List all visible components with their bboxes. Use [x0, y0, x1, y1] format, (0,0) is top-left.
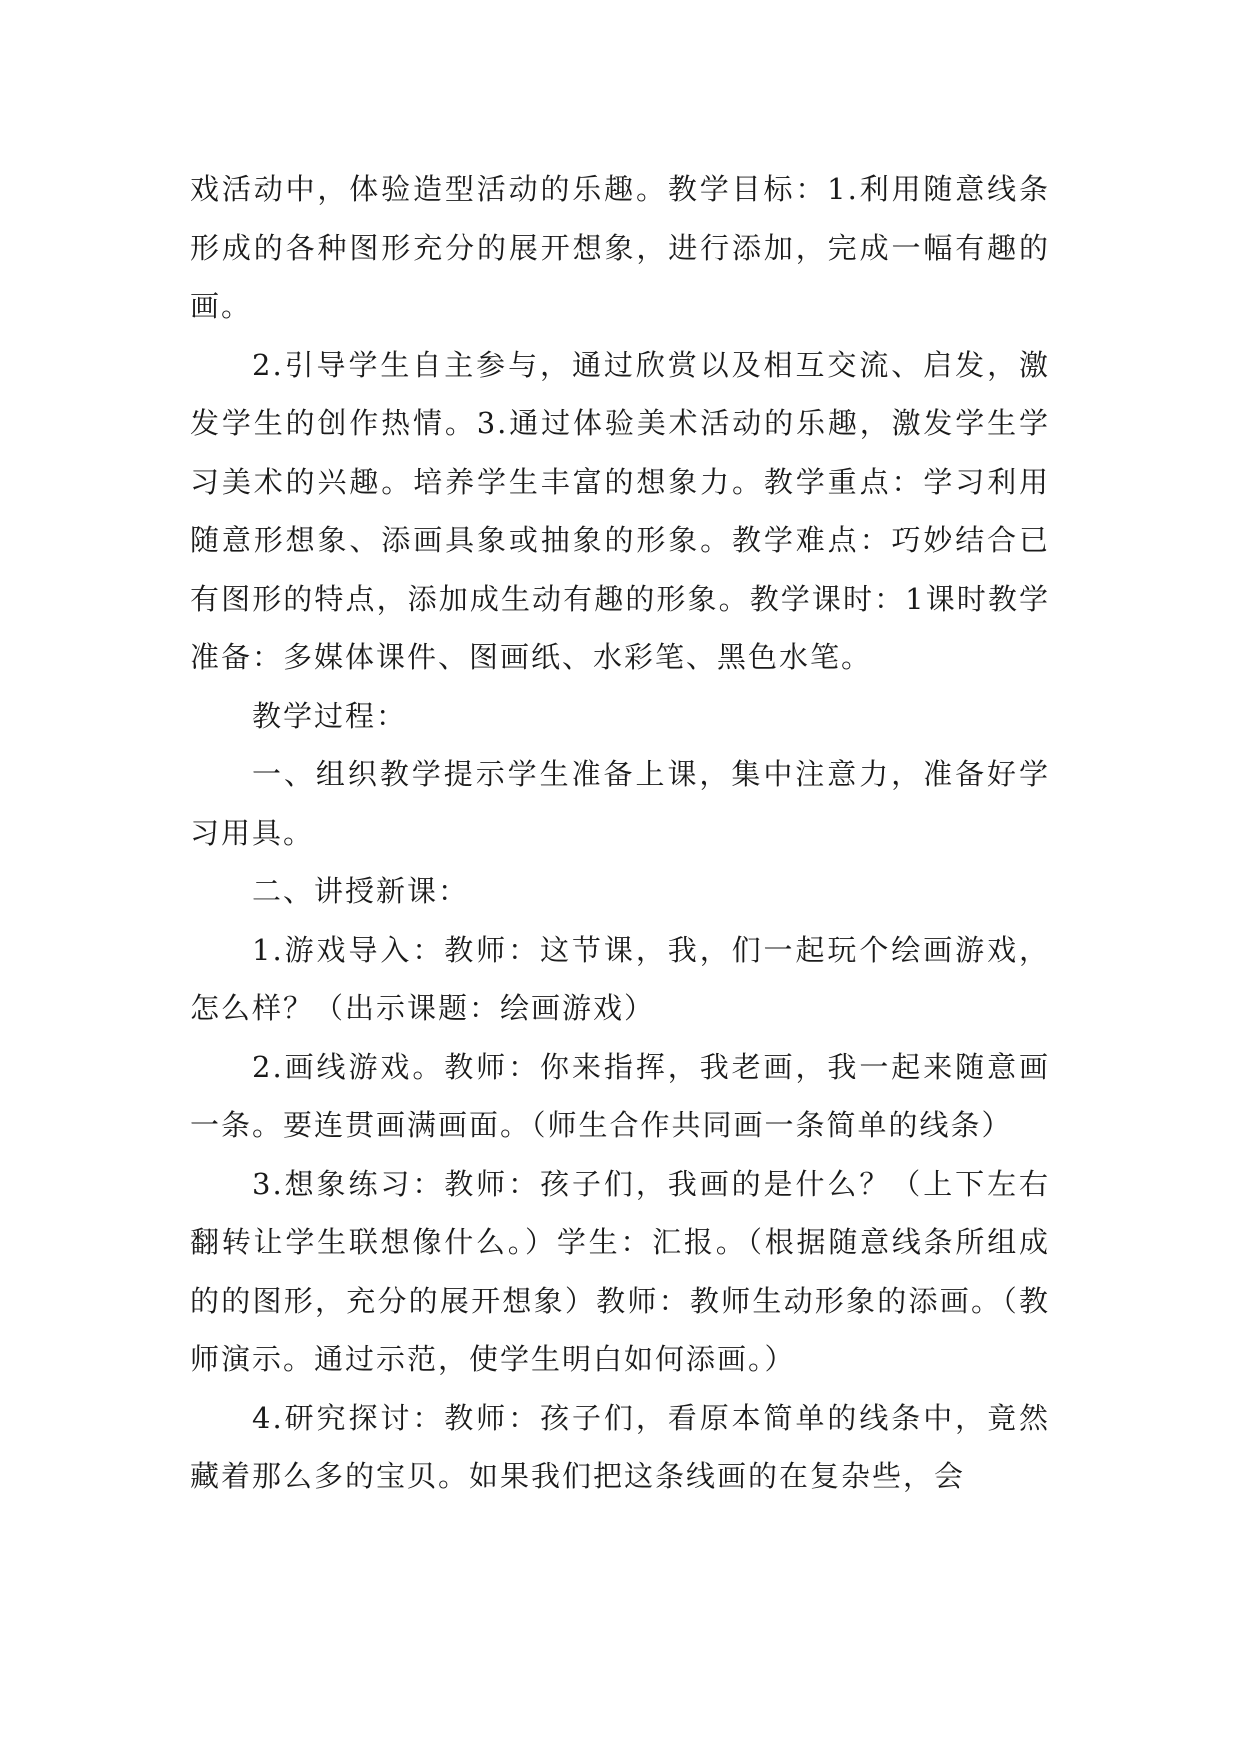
- paragraph-process-heading: 教学过程：: [252, 698, 408, 733]
- paragraph-goals-detail: 2.引导学生自主参与，通过欣赏以及相互交流、启发，激发学生的创作热情。3.通过体验美术活动的乐趣，激发学生学习美术的兴趣。培养学生丰富的想象力。教学重点：学习利用随意形想象、添画具象或抽象的形象。教学难点：巧妙结合已有图形的特点，添加成生动有趣的形象。教学课时：1课时教学准备：多媒体课件、图画纸、水彩笔、黑色水笔。: [190, 347, 1050, 674]
- document-body: [190, 160, 1050, 1506]
- paragraph-step-organize: 一、组织教学提示学生准备上课，集中注意力，准备好学习用具。: [190, 757, 1050, 850]
- paragraph-imagination-practice: 3.想象练习：教师：孩子们，我画的是什么？（上下左右翻转让学生联想像什么。）学生：汇报。（根据随意线条所组成的的图形，充分的展开想象）教师：教师生动形象的添画。（教师演示。通过示范，使学生明白如何添画。）: [190, 1166, 1050, 1376]
- paragraph-research: 4.研究探讨：教师：孩子们，看原本简单的线条中，竟然藏着那么多的宝贝。如果我们把这条线画的在复杂些，会: [190, 1400, 1050, 1493]
- paragraph-game-intro: 1.游戏导入：教师：这节课，我，们一起玩个绘画游戏，怎么样？（出示课题：绘画游戏）: [190, 932, 1050, 1025]
- paragraph-objectives: 戏活动中，体验造型活动的乐趣。教学目标：1.利用随意线条形成的各种图形充分的展开想象，进行添加，完成一幅有趣的画。: [190, 172, 1050, 323]
- paragraph-new-lesson-heading: 二、讲授新课：: [252, 874, 470, 908]
- paragraph-line-game: 2.画线游戏。教师：你来指挥，我老画，我一起来随意画一条。要连贯画满画面。（师生合作共同画一条简单的线条）: [190, 1049, 1050, 1142]
